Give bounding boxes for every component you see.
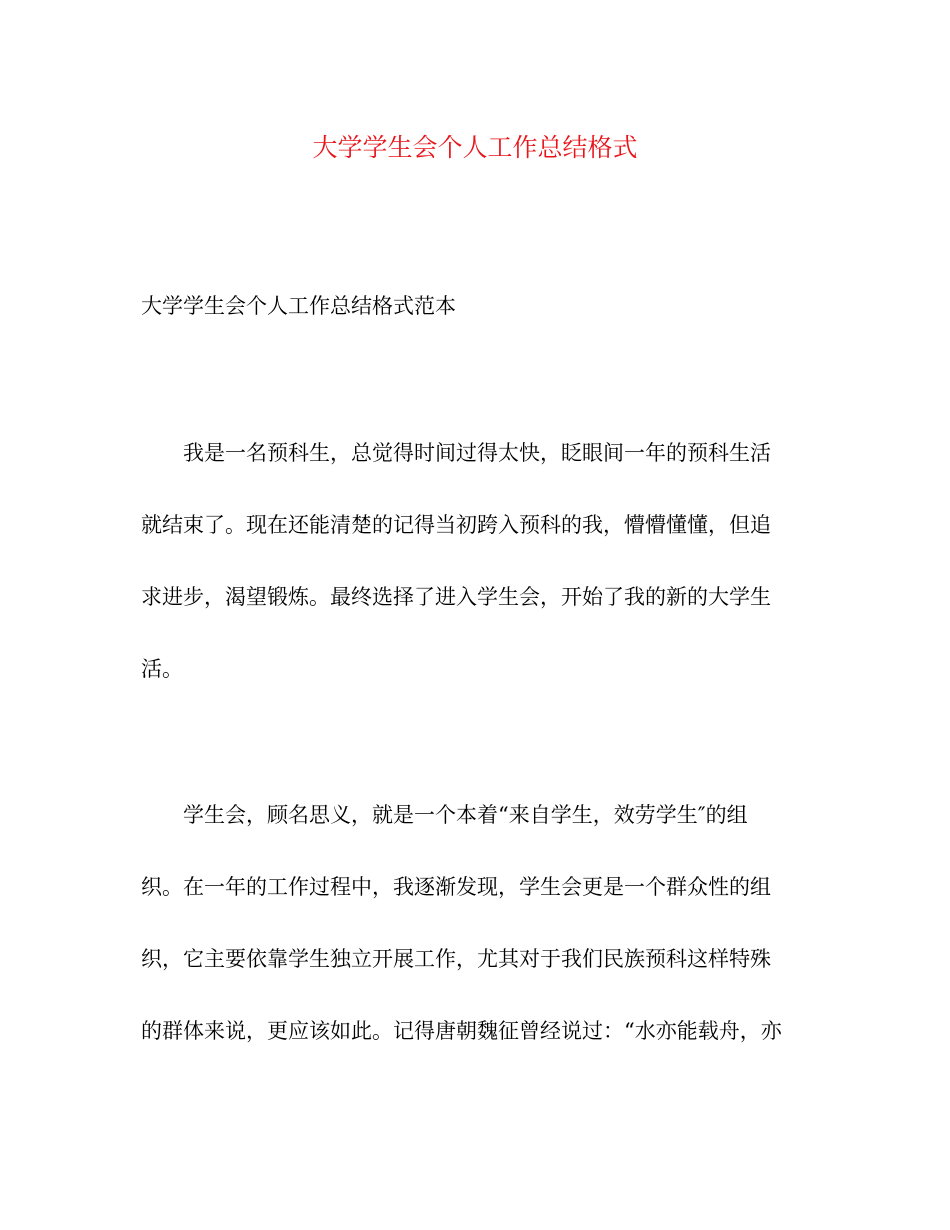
paragraph-line: 学生会，顾名思义，就是一个本着“来自学生，效劳学生″的组 <box>183 803 748 827</box>
paragraph-line: 活。 <box>141 657 183 681</box>
paragraph-line: 就结束了。现在还能清楚的记得当初跨入预科的我，懵懵懂懂，但追 <box>141 513 771 537</box>
paragraph-line: 织，它主要依靠学生独立开展工作，尤其对于我们民族预科这样特殊 <box>141 947 771 971</box>
paragraph-line: 我是一名预科生，总觉得时间过得太快，眨眼间一年的预科生活 <box>183 441 771 465</box>
paragraph-line: 的群体来说，更应该如此。记得唐朝魏征曾经说过：“水亦能载舟，亦 <box>141 1019 782 1043</box>
paragraph-line: 织。在一年的工作过程中，我逐渐发现，学生会更是一个群众性的组 <box>141 875 771 899</box>
document-title: 大学学生会个人工作总结格式 <box>312 133 638 162</box>
document-subtitle: 大学学生会个人工作总结格式范本 <box>141 294 456 318</box>
paragraph-line: 求进步，渴望锻炼。最终选择了进入学生会，开始了我的新的大学生 <box>141 585 771 609</box>
